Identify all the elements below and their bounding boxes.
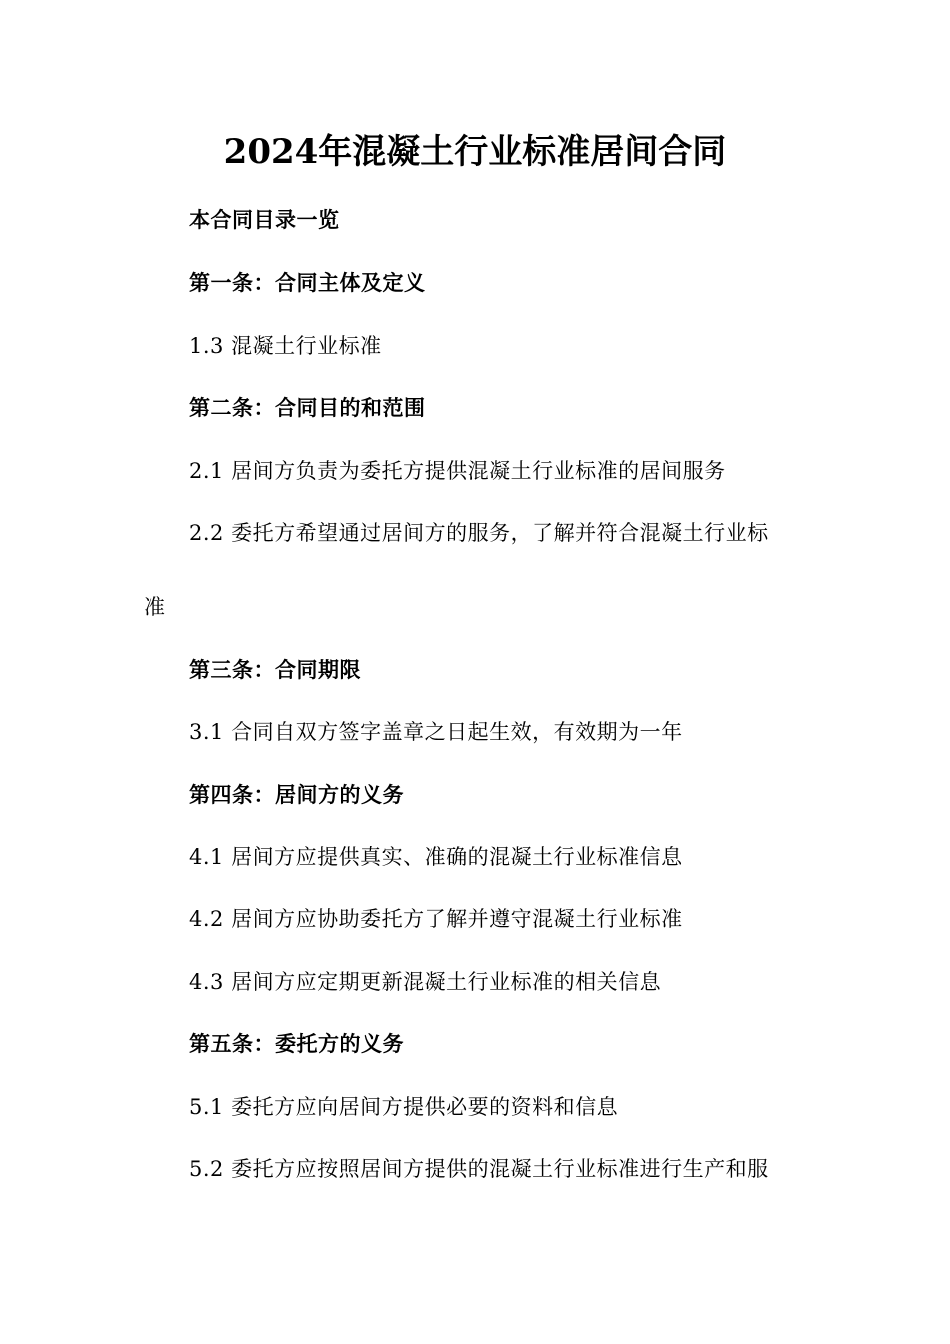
section-heading-5: 第五条：委托方的义务 (189, 1032, 404, 1056)
clause-5-1: 5.1 委托方应向居间方提供必要的资料和信息 (189, 1095, 619, 1119)
document-title: 2024年混凝土行业标准居间合同 (223, 132, 727, 172)
section-heading-3: 第三条：合同期限 (189, 658, 361, 682)
clause-4-3: 4.3 居间方应定期更新混凝土行业标准的相关信息 (189, 970, 662, 994)
clause-5-2: 5.2 委托方应按照居间方提供的混凝土行业标准进行生产和服 (189, 1157, 769, 1181)
clause-2-2: 2.2 委托方希望通过居间方的服务，了解并符合混凝土行业标 (189, 521, 769, 545)
toc-heading: 本合同目录一览 (189, 208, 340, 232)
clause-4-1: 4.1 居间方应提供真实、准确的混凝土行业标准信息 (189, 845, 683, 869)
clause-3-1: 3.1 合同自双方签字盖章之日起生效，有效期为一年 (189, 720, 683, 744)
clause-4-2: 4.2 居间方应协助委托方了解并遵守混凝土行业标准 (189, 907, 683, 931)
clause-1-3: 1.3 混凝土行业标准 (189, 334, 382, 358)
section-heading-1: 第一条：合同主体及定义 (189, 271, 426, 295)
section-heading-2: 第二条：合同目的和范围 (189, 396, 426, 420)
clause-2-2-continuation: 准 (144, 595, 166, 619)
section-heading-4: 第四条：居间方的义务 (189, 783, 404, 807)
clause-2-1: 2.1 居间方负责为委托方提供混凝土行业标准的居间服务 (189, 459, 726, 483)
